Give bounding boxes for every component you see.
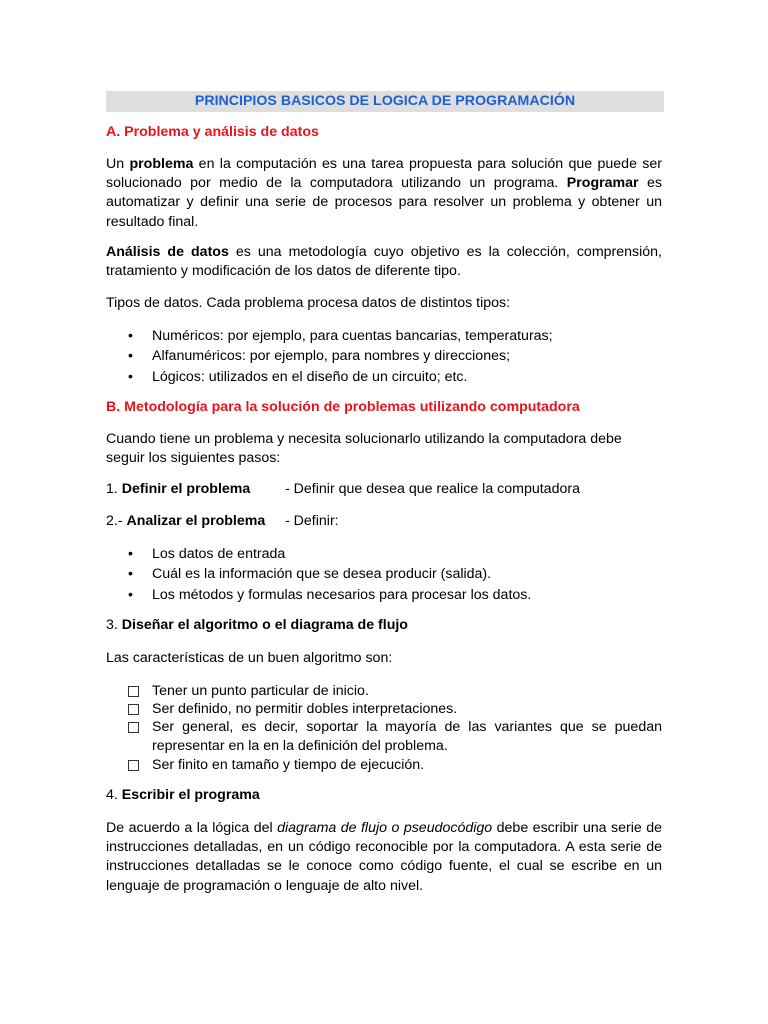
italic-term: diagrama de flujo o pseudocódigo — [277, 820, 493, 836]
document-title: PRINCIPIOS BASICOS DE LOGICA DE PROGRAMACIÓN — [106, 91, 664, 112]
checkbox-icon — [128, 704, 139, 715]
checklist-text: Ser general, es decir, soportar la mayoría de las variantes que se puedan — [152, 719, 662, 735]
step-description: - Definir que desea que realice la computadora — [285, 481, 580, 497]
checkbox-icon — [128, 686, 139, 697]
list-item-text: Los métodos y formulas necesarios para procesar los datos. — [152, 587, 532, 603]
step-label: Diseñar el algoritmo o el diagrama de flujo — [121, 617, 408, 633]
step-number: 3. — [106, 617, 122, 633]
text: en la computación es una tarea propuesta para solución que puede ser solucionado por medio de la computadora utilizando un programa. — [106, 156, 663, 192]
step-number: 4. — [106, 787, 122, 803]
algorithm-intro: Las características de un buen algoritmo son: — [106, 650, 393, 666]
bullet-icon: • — [128, 566, 133, 582]
problem-paragraph — [106, 155, 662, 232]
bullet-icon: • — [128, 348, 133, 364]
bold-term-analisis: Análisis de datos — [106, 244, 229, 260]
data-types-intro: Tipos de datos. Cada problema procesa datos de distintos tipos: — [106, 295, 511, 311]
bold-term-programar: Programar — [566, 175, 639, 192]
bold-term-problema: problema — [129, 156, 194, 172]
checkbox-icon — [128, 760, 139, 771]
text: De acuerdo a la lógica del — [106, 820, 278, 836]
step-number: 2.- — [106, 513, 127, 529]
step-label: Analizar el problema — [126, 513, 266, 529]
step-label: Escribir el programa — [121, 787, 260, 803]
list-item-text: Numéricos: por ejemplo, para cuentas bancarias, temperaturas; — [152, 328, 553, 344]
text: debe escribir una serie de instrucciones detalladas, en un código reconocible por la computadora. A esta serie de instrucciones detalladas se le conoce como código fuente, el cual se escribe en un lenguaje de programación o lenguaje de alto nivel. — [106, 820, 662, 894]
checklist-text: Ser finito en tamaño y tiempo de ejecución. — [152, 757, 425, 773]
step-1 — [106, 481, 580, 497]
final-paragraph — [106, 819, 662, 896]
section-b-heading: B. Metodología para la solución de problemas utilizando computadora — [106, 399, 580, 415]
list-item-text: Cuál es la información que se desea producir (salida). — [152, 566, 492, 582]
checklist-text: Tener un punto particular de inicio. — [152, 683, 369, 699]
step-4 — [106, 787, 260, 803]
step-description: - Definir: — [285, 513, 339, 529]
steps-intro: Cuando tiene un problema y necesita solucionarlo utilizando la computadora debe seguir los siguientes pasos: — [106, 431, 622, 467]
text: es una metodología cuyo objetivo es la colección, comprensión, tratamiento y modificación de los datos de diferente tipo. — [106, 244, 662, 280]
step-number: 1. — [106, 481, 122, 497]
step-2 — [106, 513, 339, 529]
list-item-text: Alfanuméricos: por ejemplo, para nombres y direcciones; — [152, 348, 511, 364]
text: Un — [106, 156, 130, 172]
checklist-text: representar en la en la definición del problema. — [152, 738, 448, 754]
list-item-text: Lógicos: utilizados en el diseño de un circuito; etc. — [152, 369, 468, 385]
bullet-icon: • — [128, 546, 133, 562]
list-item-text: Los datos de entrada — [152, 546, 286, 562]
bullet-icon: • — [128, 587, 133, 603]
section-a-heading: A. Problema y análisis de datos — [106, 124, 319, 140]
checkbox-icon — [128, 722, 139, 733]
bullet-icon: • — [128, 328, 133, 344]
checklist-text: Ser definido, no permitir dobles interpretaciones. — [152, 701, 458, 717]
bullet-icon: • — [128, 369, 133, 385]
step-3 — [106, 617, 408, 633]
text: es automatizar y definir una serie de procesos para resolver un problema y obtener un resultado final. — [106, 175, 662, 230]
data-analysis-paragraph — [106, 243, 662, 281]
step-label: Definir el problema — [121, 481, 251, 497]
